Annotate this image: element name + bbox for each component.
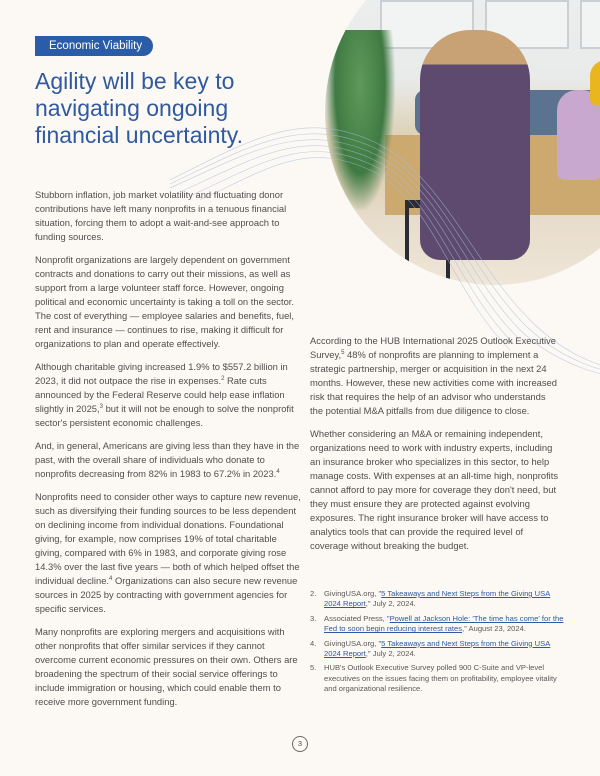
footnote-ref: 4 [109,575,113,582]
text: but it will not be enough to solve the nonprofit sector's persistent economic challenges. [35,403,294,428]
photo-window [580,0,600,49]
footnote-number: 2. [310,589,317,598]
footnote-text: HUB's Outlook Executive Survey polled 900 C-Suite and VP-level executives on the issues facing them on profitability, employee vitality and organizational resilience. [324,663,557,694]
footnote-link[interactable]: 5 Takeaways and Next Steps from the Giving USA 2024 Report [324,589,551,609]
text: Associated Press, " [324,613,390,623]
photo-speaker [420,30,530,260]
text: Organizations can also secure new revenue sources in 2025 by contracting with government agencies for specific services. [35,575,298,614]
text: Nonprofits need to consider other ways to capture new revenue, such as diversifying their funding sources to be less dependent on declining income from individual donations. Foundational giving, for example, now comprises 19% of total charitable giving, compared with 6% in 1983, and corporate giving rose 14.3% over the last five years — both of which helped offset the individual decline. [35,491,301,586]
footnote-text [324,614,565,635]
text: ," July 2, 2024. [365,599,416,609]
footnote-item [310,663,565,694]
footnote-item [310,614,565,635]
text: Rate cuts announced by the Federal Reserve could help ease inflation slightly in 2025, [35,375,285,414]
paragraph [35,439,305,481]
text: ," August 23, 2024. [462,624,526,634]
footnote-number: 5. [310,663,317,673]
left-column [35,188,305,718]
text: Although charitable giving increased 1.9% to $557.2 billion in 2023, it did not outpace the rise in expenses. [35,361,288,386]
text: ," July 2, 2024. [365,649,416,659]
hero-photo [325,0,600,285]
photo-person [590,60,600,105]
paragraph: Whether considering an M&A or remaining independent, organizations need to work with industry experts, including an insurance broker who specializes in this sector, to help manage costs. With expenses at an all-time high, nonprofits cannot afford to pay more for coverage they don't need, but they must ensure they are protected against evolving exposures. The right insurance broker will have access to analytics tools that can provide the required level of coverage without breaking the budget. [310,428,559,551]
footnote-link[interactable]: Powell at Jackson Hole: 'The time has come' for the Fed to soon begin reducing interest rates [324,613,564,634]
paragraph [35,490,305,616]
paragraph: Nonprofit organizations are largely dependent on government contracts and donations to carry out their missions, as well as support from a large volunteer staff force. However, ongoing political and economic uncertainty is taking a toll on the sector. The cost of everything — employee salaries and benefits, fuel, rent and insurance — continues to rise, making it difficult for organizations to plan and operate effectively. [35,254,294,349]
footnote-text [324,589,565,610]
paragraph: Many nonprofits are exploring mergers and acquisitions with other nonprofits that offer similar services if they cannot overcome current economic pressures on their own. Others are broadening the spectrum of their social service offerings to include immigration or housing, which could enable them to receive more government funding. [35,626,298,707]
paragraph: Stubborn inflation, job market volatility and fluctuating donor contributions have left many nonprofits in a tenuous financial situation, forcing them to adopt a wait-and-see approach to funding sources. [35,189,287,242]
footnotes [310,589,565,699]
right-column [310,334,560,562]
footnote-text [324,639,565,660]
text: 48% of nonprofits are planning to implement a strategic partnership, merger or acquisition in the next 24 months. However, these new activities come with increased risk that requires the help of an advisor who understands the potential M&A pitfalls from due diligence to close. [310,349,557,416]
footnote-number: 3. [310,613,317,623]
footnote-ref: 3 [99,403,103,410]
footnote-ref: 2 [221,375,225,382]
footnote-link[interactable]: 5 Takeaways and Next Steps from the Giving USA 2024 Report [324,638,551,659]
footnote-item [310,639,565,660]
text: According to the HUB International 2025 Outlook Executive Survey, [310,335,556,360]
text: And, in general, Americans are giving less than they have in the past, with the overall share of individuals who donate to nonprofits decreasing from 82% in 1983 to 67.2% in 2023. [35,440,300,479]
page-title: Agility will be key to navigating ongoing financial uncertainty. [35,68,243,148]
photo-plant [325,30,395,210]
footnote-item [310,589,565,610]
text: GivingUSA.org, " [324,589,382,598]
paragraph [35,360,305,430]
section-tag: Economic Viability [35,36,153,56]
paragraph [310,334,560,418]
footnote-ref: 4 [276,468,280,475]
footnote-number: 4. [310,638,317,648]
page-number: 3 [292,736,308,752]
footnote-ref: 5 [341,349,345,356]
text: GivingUSA.org, " [324,638,382,648]
